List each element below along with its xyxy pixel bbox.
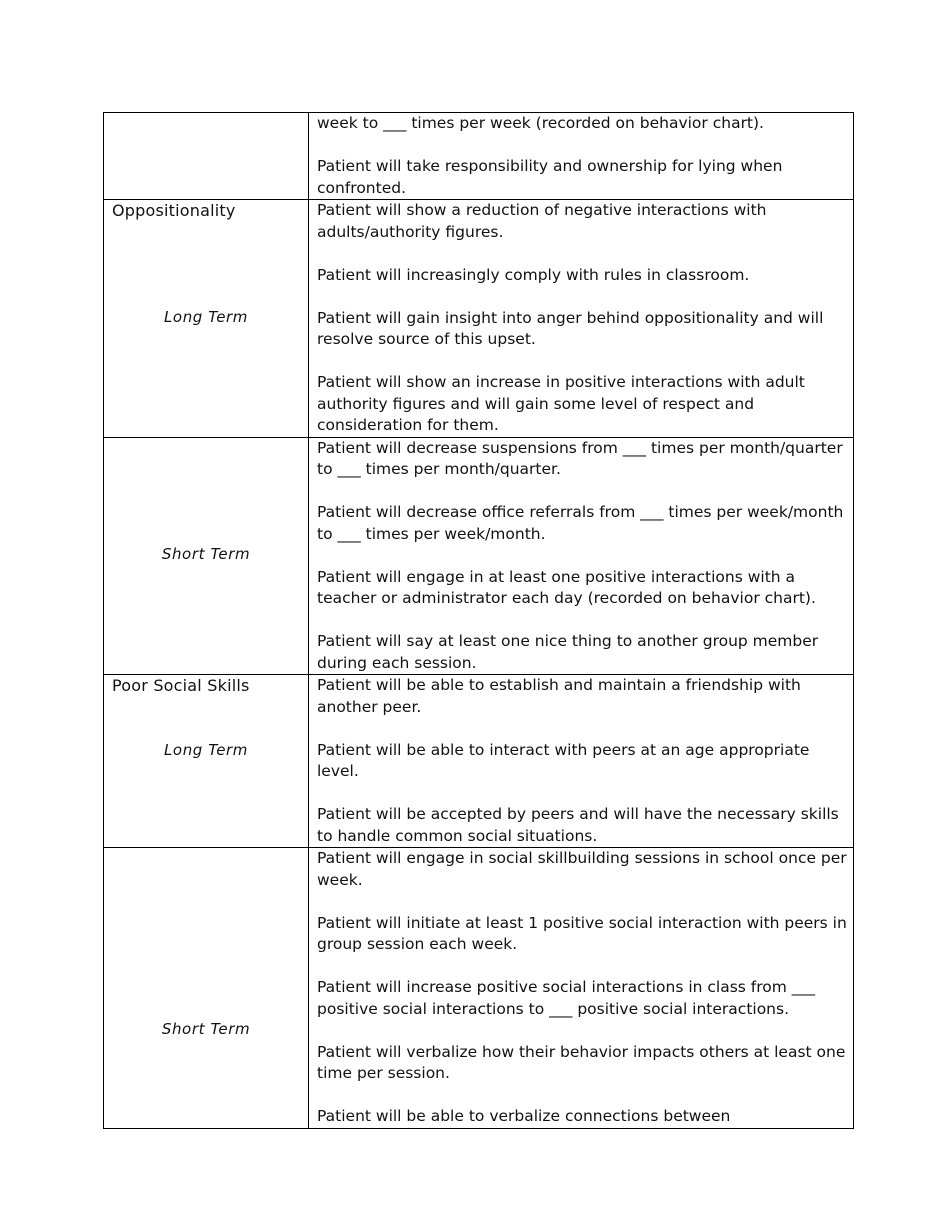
goal-text: Patient will initiate at least 1 positive social interaction with peers in group session each week.: [317, 913, 847, 953]
table-row: [104, 437, 854, 675]
goal-text: Patient will show an increase in positive interactions with adult authority figures and will gain some level of respect and consideration for them.: [317, 373, 805, 434]
goal-text: week to ___ times per week (recorded on behavior chart).: [317, 114, 764, 132]
goal-text: Patient will engage in at least one positive interactions with a teacher or administrator each day (recorded on behavior chart).: [317, 567, 816, 607]
table-row: [104, 113, 854, 200]
problem-title: Poor Social Skills: [112, 676, 250, 695]
term-label: Short Term: [161, 1020, 251, 1038]
problem-cell: [104, 848, 309, 1129]
goal-text: Patient will be able to interact with peers at an age appropriate level.: [317, 740, 810, 780]
goal-text: Patient will engage in social skillbuilding sessions in school once per week.: [317, 849, 847, 889]
table-row: [104, 848, 854, 1129]
problem-cell: [104, 437, 309, 675]
term-label: Short Term: [161, 544, 251, 563]
goals-cell: [309, 848, 854, 1129]
goal-text: Patient will increase positive social interactions in class from ___ positive social interactions to ___ positive social interactions.: [317, 978, 816, 1018]
treatment-plan-table: [103, 112, 854, 1129]
goal-text: Patient will decrease office referrals from ___ times per week/month to ___ times per week/month.: [317, 503, 844, 543]
goal-text: Patient will say at least one nice thing to another group member during each session.: [317, 632, 819, 672]
goals-cell: [309, 675, 854, 848]
term-label: Long Term: [163, 741, 249, 759]
term-label: Long Term: [163, 308, 249, 326]
goals-cell: [309, 437, 854, 675]
goals-cell: [309, 200, 854, 438]
problem-cell: [104, 200, 309, 438]
problem-title: Oppositionality: [112, 201, 236, 220]
goal-text: Patient will increasingly comply with rules in classroom.: [317, 265, 750, 284]
table-row: [104, 675, 854, 848]
goal-text: Patient will be able to establish and maintain a friendship with another peer.: [317, 676, 801, 716]
goal-text: Patient will show a reduction of negative interactions with adults/authority figures.: [317, 201, 767, 241]
goal-text: Patient will decrease suspensions from ___ times per month/quarter to ___ times per month/quarter.: [317, 438, 843, 478]
goals-cell: [309, 113, 854, 200]
goal-text: Patient will be accepted by peers and will have the necessary skills to handle common social situations.: [317, 805, 839, 845]
table-row: [104, 200, 854, 438]
goal-text: Patient will gain insight into anger behind oppositionality and will resolve source of this upset.: [317, 308, 824, 348]
problem-cell: [104, 675, 309, 848]
goal-text: Patient will take responsibility and ownership for lying when confronted.: [317, 157, 783, 197]
problem-cell: [104, 113, 309, 200]
goal-text: Patient will verbalize how their behavior impacts others at least one time per session.: [317, 1042, 846, 1082]
goal-text: Patient will be able to verbalize connections between: [317, 1107, 731, 1125]
